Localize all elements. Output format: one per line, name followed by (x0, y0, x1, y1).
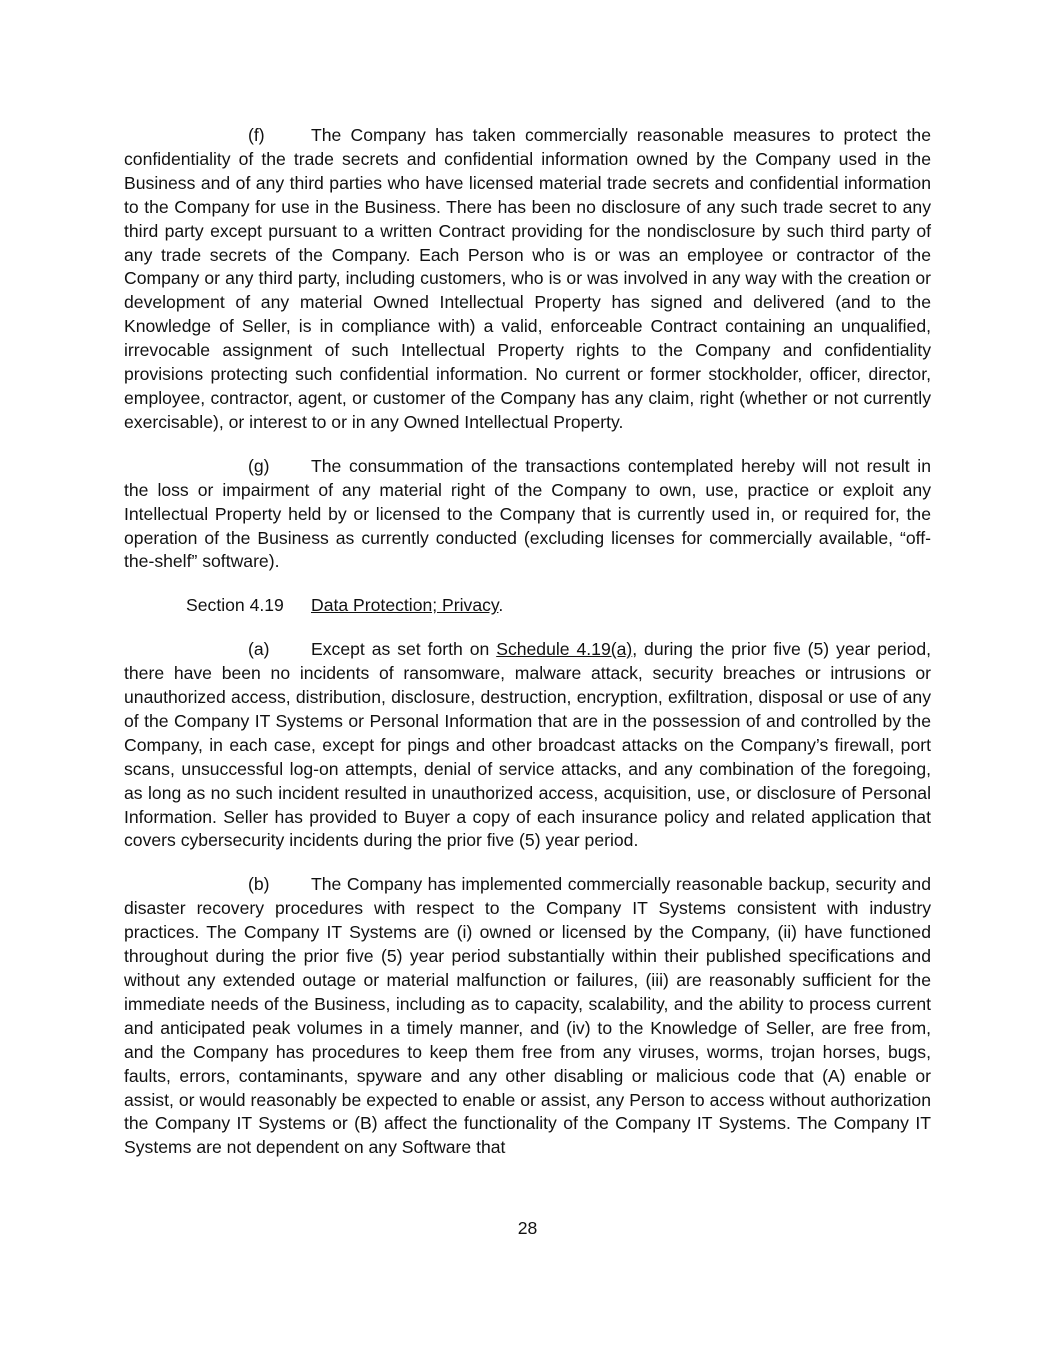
schedule-reference: Schedule 4.19(a) (496, 639, 633, 660)
section-title: Data Protection; Privacy (311, 595, 499, 616)
paragraph-f (124, 124, 931, 435)
paragraph-spacer (124, 618, 931, 638)
section-heading (124, 594, 931, 618)
paragraph-marker-f: (f) (248, 125, 265, 145)
paragraph-spacer (124, 853, 931, 873)
paragraph-spacer (124, 435, 931, 455)
paragraph-a (124, 638, 931, 853)
section-title-suffix: . (498, 595, 504, 616)
paragraph-f-text: The Company has taken commercially reasonable measures to protect the confidentiality of the trade secrets and confidential information owned by the Company used in the Business and of any third parties who have licensed material trade secrets and confidential information to the Company for use in the Business. There has been no disclosure of any such trade secret to any third party except pursuant to a written Contract providing for the nondisclosure by such third party of any trade secrets of the Company. Each Person who is or was an employee or contractor of the Company or any third party, including customers, who is or was involved in any way with the creation or development of any material Owned Intellectual Property has signed and delivered (and to the Knowledge of Seller, is in compliance with) a valid, enforceable Contract containing an unqualified, irrevocable assignment of such Intellectual Property rights to the Company and confidentiality provisions protecting such confidential information. No current or former stockholder, officer, director, employee, contractor, agent, or customer of the Company has any claim, right (whether or not currently exercisable), or interest to or in any Owned Intellectual Property. (124, 125, 931, 432)
paragraph-a-text-after: , during the prior five (5) year period, there have been no incidents of ransomware, malware attack, security breaches or intrusions or unauthorized access, distribution, disclosure, destruction, encryption, exfiltration, disposal or use of any of the Company IT Systems or Personal Information that are in the possession of and controlled by the Company, in each case, except for pings and other broadcast attacks on the Company’s firewall, port scans, unsuccessful log-on attempts, denial of service attacks, and any combination of the foregoing, as long as no such incident resulted in unauthorized access, acquisition, use, or disclosure of Personal Information. Seller has provided to Buyer a copy of each insurance policy and related application that covers cybersecurity incidents during the prior five (5) year period. (124, 639, 931, 851)
paragraph-spacer (124, 574, 931, 594)
paragraph-marker-b: (b) (248, 874, 270, 895)
document-body (124, 124, 931, 1160)
paragraph-a-text-before: Except as set forth on (311, 639, 497, 660)
paragraph-b-text: The Company has implemented commercially reasonable backup, security and disaster recovery procedures with respect to the Company IT Systems consistent with industry practices. The Company IT Systems are (i) owned or licensed by the Company, (ii) have functioned throughout during the prior five (5) year period substantially within their published specifications and without any extended outage or material malfunction or failures, (iii) are reasonably sufficient for the immediate needs of the Business, including as to capacity, scalability, and the ability to process current and anticipated peak volumes in a timely manner, and (iv) to the Knowledge of Seller, are free from, and the Company has procedures to keep them free from any viruses, worms, trojan horses, bugs, faults, errors, contaminants, spyware and any other disabling or malicious code that (A) enable or assist, or would reasonably be expected to enable or assist, any Person to access without authorization the Company IT Systems or (B) affect the functionality of the Company IT Systems. The Company IT Systems are not dependent on any Software that (124, 874, 931, 1158)
paragraph-marker-a: (a) (248, 639, 270, 660)
paragraph-b (124, 873, 931, 1160)
paragraph-g (124, 455, 931, 575)
section-number: Section 4.19 (186, 595, 284, 616)
paragraph-marker-g: (g) (248, 455, 270, 476)
paragraph-g-text: The consummation of the transactions contemplated hereby will not result in the loss or impairment of any material right of the Company to own, use, practice or exploit any Intellectual Property held by or licensed to the Company that is currently used in, or required for, the operation of the Business as currently conducted (excluding licenses for commercially available, “off-the-shelf” software). (124, 455, 931, 572)
page-number: 28 (517, 1218, 538, 1238)
